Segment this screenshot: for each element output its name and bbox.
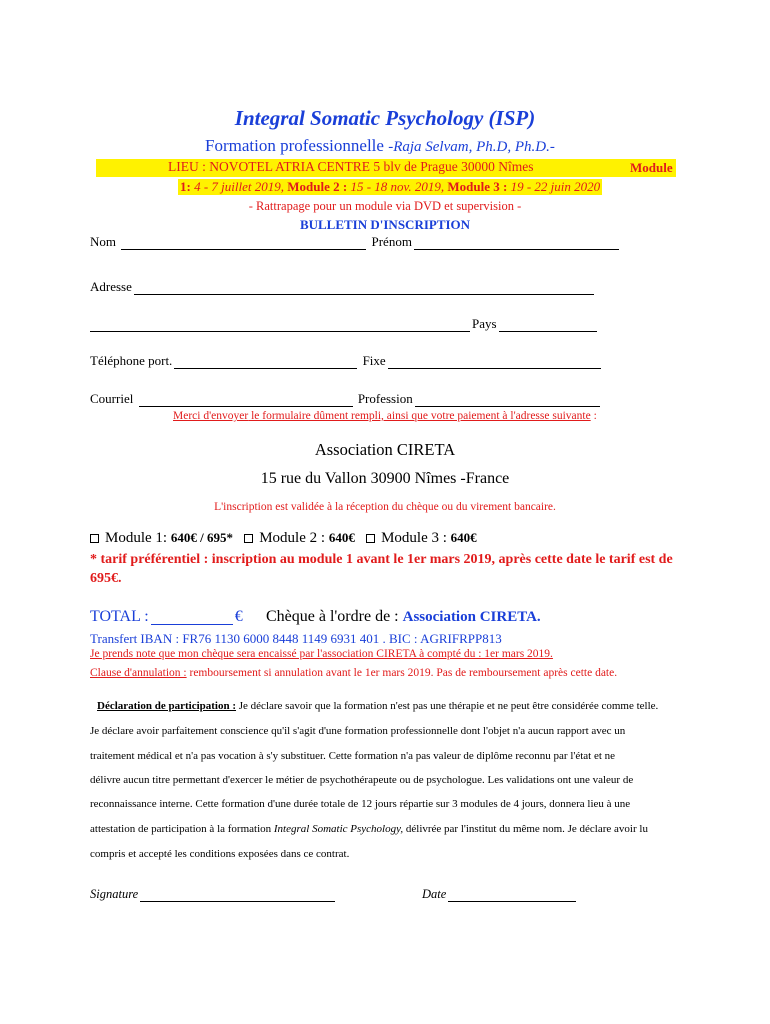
- m1-label: 1:: [180, 179, 191, 194]
- validation-note: L'inscription est validée à la réception du chèque ou du virement bancaire.: [214, 501, 556, 513]
- nom-input[interactable]: [121, 236, 366, 250]
- module3-price: 640€: [450, 530, 477, 545]
- tarif-note-line1: * tarif préférentiel : inscription au module 1 avant le 1er mars 2019, après cette date le tarif est de: [90, 552, 673, 567]
- m3-dates: 19 - 22 juin 2020: [507, 179, 601, 194]
- cheque-label: Chèque à l'ordre de :: [266, 608, 399, 625]
- form-row-courriel: [90, 391, 602, 407]
- profession-label: Profession: [357, 391, 413, 406]
- adresse-label: Adresse: [90, 279, 132, 294]
- form-row-pays: [90, 316, 599, 332]
- signature-row: [90, 887, 337, 902]
- declaration-line2: Je déclare avoir parfaitement conscience qu'il s'agit d'une formation professionnelle dont l'objet n'a aucun rapport avec un: [90, 725, 626, 737]
- declaration-line3: traitement médical et n'a pas vocation à s'y substituer. Cette formation n'a pas valeur de diplôme reconnu par l'état et ne: [90, 750, 616, 762]
- declaration-label: Déclaration de participation :: [97, 700, 237, 712]
- adresse-line2-input[interactable]: [90, 318, 470, 332]
- cancellation-text: remboursement si annulation avant le 1er mars 2019. Pas de remboursement après cette date.: [186, 667, 618, 679]
- fixe-input[interactable]: [388, 355, 601, 369]
- module-options: [90, 530, 477, 547]
- send-note-part3: :: [590, 410, 597, 422]
- module-word: Module: [630, 160, 673, 175]
- date-input[interactable]: [448, 888, 576, 902]
- association-street: 15 rue du Vallon 30900 Nîmes -France: [260, 470, 510, 487]
- form-row-telephone: [90, 353, 603, 369]
- telephone-label: Téléphone port.: [90, 353, 173, 368]
- signature-label: Signature: [90, 887, 139, 901]
- cancellation-clause: [90, 667, 617, 679]
- fixe-label: Fixe: [362, 353, 386, 368]
- date-row: [422, 887, 578, 902]
- total-label: TOTAL :: [90, 608, 149, 625]
- pays-label: Pays: [472, 316, 497, 331]
- send-note-part1: Merci d'envoyer: [173, 410, 249, 422]
- declaration-line4: délivre aucun titre permettant d'exercer le métier de psychothérapeute ou de psychologue. Les validations ont une valeur de: [90, 774, 634, 786]
- declaration-line5: reconnaissance interne. Cette formation d'une durée totale de 12 jours répartie sur 3 modules de 4 jours, donnera lieu à une: [90, 798, 631, 810]
- m2-label: Module 2 :: [287, 179, 348, 194]
- pays-input[interactable]: [499, 318, 597, 332]
- prenom-input[interactable]: [414, 236, 619, 250]
- m2-dates: 15 - 18 nov. 2019,: [347, 179, 448, 194]
- module2-option[interactable]: Module 2 : 640€: [244, 530, 355, 546]
- module1-option[interactable]: Module 1: 640€ / 695*: [90, 530, 233, 546]
- document-title: Integral Somatic Psychology (ISP): [234, 106, 536, 130]
- adresse-input[interactable]: [134, 281, 594, 295]
- profession-input[interactable]: [415, 393, 600, 407]
- date-label: Date: [422, 887, 447, 901]
- module2-checkbox[interactable]: [244, 534, 253, 543]
- bulletin-heading: BULLETIN D'INSCRIPTION: [299, 217, 471, 232]
- declaration-line7: compris et accepté les conditions exposées dans ce contrat.: [90, 848, 350, 860]
- rattrapage-note: - Rattrapage pour un module via DVD et supervision -: [248, 199, 522, 213]
- m1-dates: 4 - 7 juillet 2019,: [190, 179, 288, 194]
- cheque-row: [266, 608, 541, 626]
- courriel-input[interactable]: [139, 393, 353, 407]
- form-row-nom: [90, 234, 621, 250]
- venue-text: LIEU : NOVOTEL ATRIA CENTRE 5 blv de Prague 30000 Nîmes: [168, 159, 534, 174]
- send-note-part2: le formulaire dûment rempli, ainsi que votre paiement à l'adresse suivante: [248, 410, 591, 422]
- signature-input[interactable]: [140, 888, 335, 902]
- send-note: [173, 410, 597, 422]
- telephone-input[interactable]: [174, 355, 357, 369]
- module-dates: [178, 179, 602, 195]
- subtitle-author: -Raja Selvam, Ph.D, Ph.D.-: [388, 139, 555, 155]
- cancellation-label: Clause d'annulation :: [90, 667, 187, 679]
- courriel-label: Courriel: [90, 391, 134, 406]
- nom-label: Nom: [90, 234, 116, 249]
- module3-checkbox[interactable]: [366, 534, 375, 543]
- cheque-note: Je prends note que mon chèque sera encaissé par l'association CIRETA à compté du : 1er mars 2019.: [90, 648, 553, 660]
- transfer-info: Transfert IBAN : FR76 1130 6000 8448 1149 6931 401 . BIC : AGRIFRPP813: [90, 631, 502, 646]
- subtitle: [205, 136, 555, 156]
- declaration-line1: Déclaration de participation : Je déclare savoir que la formation n'est pas une thérapie et ne peut être considérée comme telle.: [97, 700, 659, 712]
- total-row: [90, 608, 243, 626]
- module3-option[interactable]: Module 3 : 640€: [366, 530, 477, 546]
- subtitle-main: Formation professionnelle: [205, 136, 389, 155]
- declaration-line6: attestation de participation à la formation Integral Somatic Psychology, délivrée par l'institut du même nom. Je déclare avoir lu: [90, 823, 648, 835]
- module1-checkbox[interactable]: [90, 534, 99, 543]
- form-row-adresse: [90, 279, 596, 295]
- cheque-payee: Association CIRETA.: [402, 609, 541, 625]
- m3-label: Module 3 :: [447, 179, 508, 194]
- total-input[interactable]: [151, 611, 233, 625]
- module1-price: 640€ / 695*: [170, 530, 233, 545]
- isp-italic: Integral Somatic Psychology,: [273, 823, 404, 835]
- association-name: Association CIRETA: [314, 440, 456, 459]
- module2-price: 640€: [328, 530, 355, 545]
- total-currency: €: [234, 608, 243, 625]
- tarif-note-line2: 695€.: [90, 571, 122, 586]
- prenom-label: Prénom: [371, 234, 412, 249]
